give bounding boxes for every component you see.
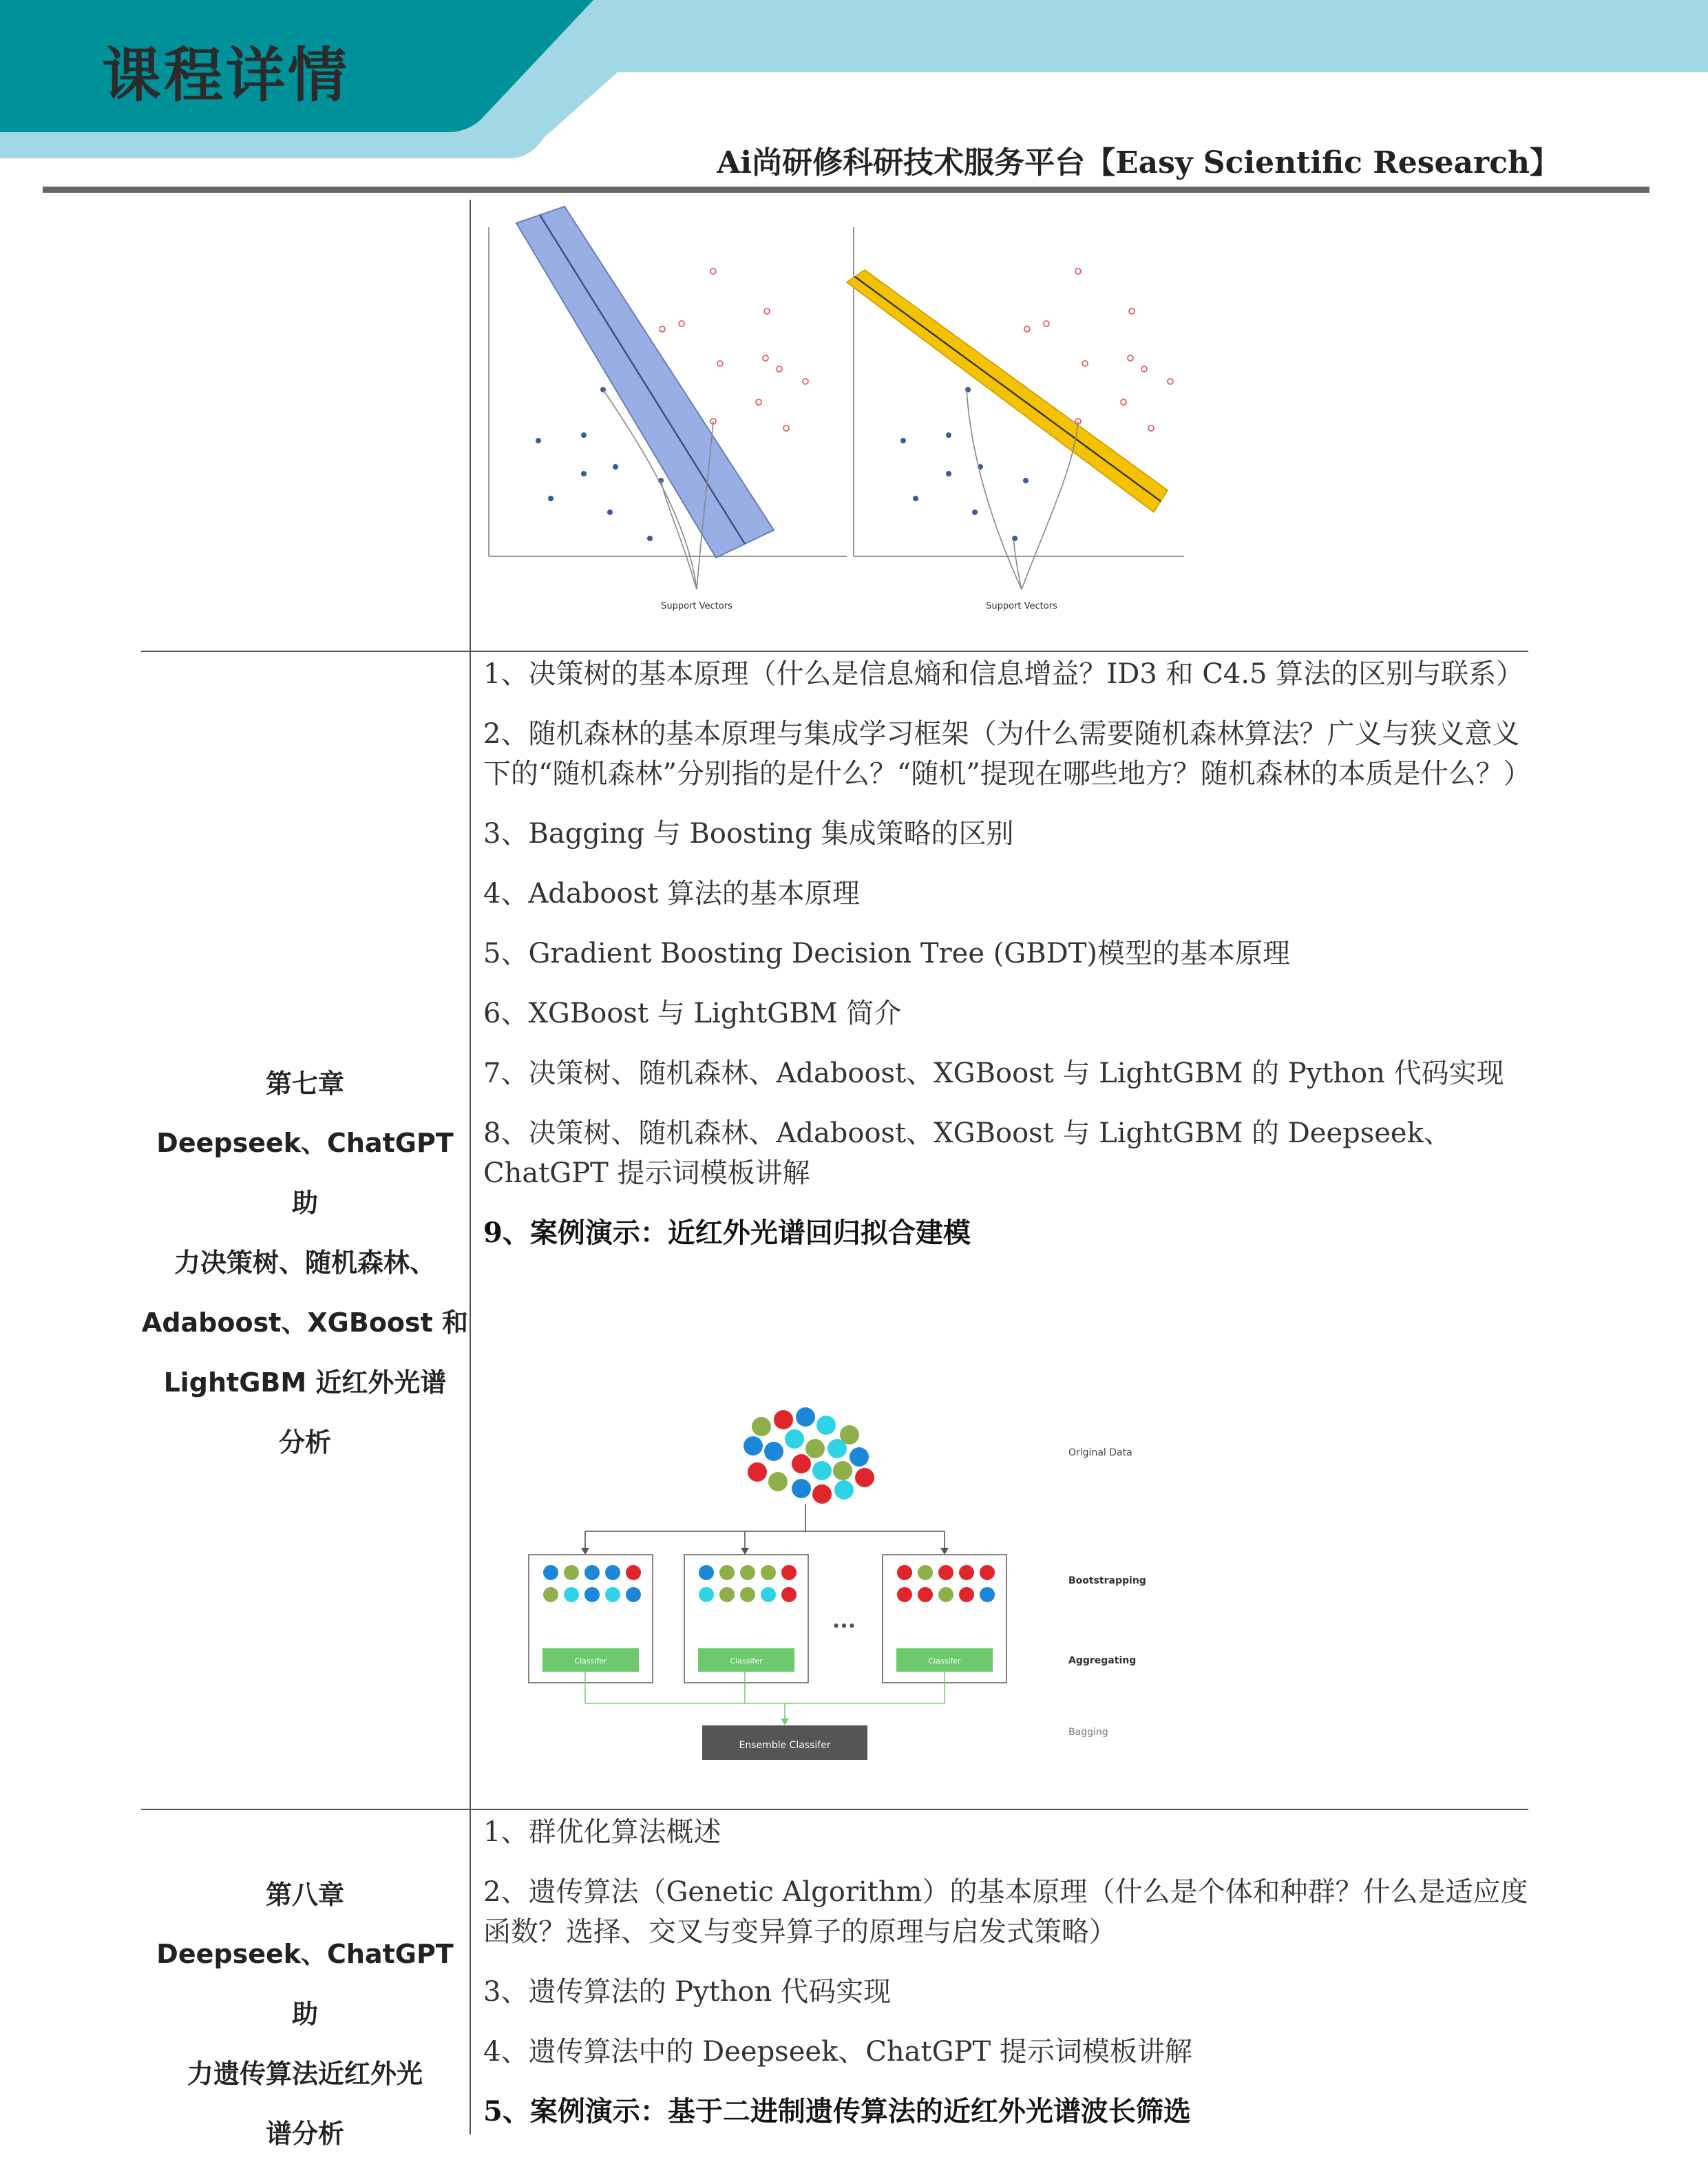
- bootstrap-sample-box: [684, 1555, 808, 1683]
- class-b-point: [1044, 321, 1049, 326]
- sample-point: [719, 1565, 735, 1580]
- sample-point: [761, 1565, 776, 1580]
- class-a-point: [913, 496, 918, 501]
- chapter7-topic-item: 4、Adaboost 算法的基本原理: [483, 878, 860, 910]
- hyperplane: [855, 277, 1161, 501]
- sample-point: [959, 1587, 974, 1602]
- sample-point: [761, 1587, 776, 1602]
- sample-point: [897, 1587, 912, 1602]
- class-b-point: [1121, 399, 1126, 405]
- original-data-label: Original Data: [1068, 1447, 1132, 1458]
- chapter8-heading: 第八章: [265, 1879, 344, 1910]
- sample-point: [543, 1587, 558, 1602]
- class-b-point: [1141, 366, 1147, 372]
- class-b-point: [1148, 426, 1154, 431]
- data-point: [796, 1407, 815, 1427]
- sample-point: [980, 1587, 995, 1602]
- classifier-label: Classifer: [730, 1657, 763, 1666]
- chapter7-topic-list: [483, 654, 1530, 1273]
- chapter7-topic-item: 5、Gradient Boosting Decision Tree (GBDT)模型的基本原理: [483, 938, 1291, 969]
- sample-point: [897, 1565, 912, 1580]
- sample-point: [918, 1587, 933, 1602]
- table-row-divider: [141, 651, 1528, 652]
- chapter7-heading: 第七章: [265, 1068, 344, 1099]
- class-b-point: [803, 379, 808, 384]
- page-title: 课程详情: [102, 41, 350, 110]
- class-a-point: [613, 464, 618, 470]
- chapter7-topic-item: 1、决策树的基本原理（什么是信息熵和信息增益？ID3 和 C4.5 算法的区别与联系）: [483, 658, 1524, 690]
- data-point: [816, 1416, 836, 1435]
- class-b-point: [1082, 361, 1088, 366]
- sample-point: [938, 1587, 953, 1602]
- table-row-divider: [141, 1809, 1528, 1810]
- class-b-point: [679, 321, 684, 326]
- class-a-point: [548, 496, 553, 501]
- chapter8-topic-item: 4、遗传算法中的 Deepseek、ChatGPT 提示词模板讲解: [483, 2036, 1192, 2068]
- chapter8-title-cell: [141, 1864, 469, 2164]
- data-point: [850, 1447, 869, 1467]
- class-b-point: [764, 308, 770, 314]
- data-point: [827, 1439, 847, 1458]
- class-b-point: [717, 361, 723, 366]
- data-point: [764, 1442, 783, 1461]
- chapter8-topic-item: 3、遗传算法的 Python 代码实现: [483, 1976, 892, 2008]
- class-a-point: [946, 471, 951, 476]
- data-point: [785, 1429, 804, 1449]
- class-b-point: [1128, 355, 1133, 361]
- aggregating-label: Aggregating: [1068, 1655, 1137, 1666]
- ellipsis: •••: [832, 1619, 856, 1634]
- sample-point: [543, 1565, 558, 1580]
- sample-point: [584, 1587, 600, 1602]
- ensemble-classifier-label: Ensemble Classifer: [739, 1740, 831, 1751]
- bootstrapping-label: Bootstrapping: [1068, 1575, 1146, 1586]
- class-b-point: [783, 426, 789, 431]
- chapter8-topic-list: [483, 1812, 1530, 2152]
- sample-point: [584, 1565, 600, 1580]
- data-point: [752, 1417, 771, 1436]
- class-a-point: [607, 510, 613, 515]
- sample-point: [605, 1587, 620, 1602]
- sample-point: [740, 1587, 755, 1602]
- table-column-divider: [470, 200, 471, 2134]
- arrow-head: [581, 1548, 589, 1555]
- sample-point: [719, 1587, 735, 1602]
- class-b-point: [756, 399, 761, 405]
- svm-figure: [475, 200, 1205, 627]
- class-a-point: [647, 536, 653, 541]
- chapter7-title-line: LightGBM 近红外光谱: [163, 1367, 447, 1398]
- class-a-point: [1023, 478, 1029, 483]
- sample-point: [938, 1565, 953, 1580]
- class-a-point: [965, 387, 971, 392]
- chapter7-topic-item: 9、案例演示：近红外光谱回归拟合建模: [483, 1217, 971, 1249]
- chapter7-topic-item: 6、XGBoost 与 LightGBM 简介: [483, 998, 902, 1029]
- sample-point: [605, 1565, 620, 1580]
- chapter7-topic-item: 2、随机森林的基本原理与集成学习框架（为什么需要随机森林算法？广义与狭义意义下的“随机森林”分别指的是什么？“随机”提现在哪些地方？随机森林的本质是什么？）: [483, 718, 1531, 790]
- sample-point: [918, 1565, 933, 1580]
- hyperplane: [540, 215, 745, 544]
- bagging-figure: [509, 1398, 1212, 1776]
- sample-point: [781, 1565, 797, 1580]
- chapter7-title-line: 分析: [278, 1427, 331, 1458]
- sample-point: [626, 1587, 641, 1602]
- data-point: [855, 1468, 874, 1487]
- sample-point: [564, 1587, 579, 1602]
- data-point: [774, 1410, 793, 1429]
- chapter7-topic-item: 8、决策树、随机森林、Adaboost、XGBoost 与 LightGBM 的 Deepseek、ChatGPT 提示词模板讲解: [483, 1117, 1451, 1189]
- bootstrap-sample-box: [529, 1555, 653, 1683]
- class-a-point: [581, 432, 587, 438]
- chapter7-topic-item: 7、决策树、随机森林、Adaboost、XGBoost 与 LightGBM 的 Python 代码实现: [483, 1058, 1504, 1089]
- data-point: [744, 1436, 763, 1456]
- bagging-label: Bagging: [1068, 1727, 1108, 1738]
- data-point: [834, 1480, 854, 1500]
- chapter8-topic-item: 5、案例演示：基于二进制遗传算法的近红外光谱波长筛选: [483, 2095, 1191, 2128]
- data-point: [833, 1461, 852, 1480]
- class-a-point: [946, 432, 951, 438]
- chapter8-title-line: 力遗传算法近红外光: [187, 2059, 423, 2089]
- svm-right-panel: [847, 227, 1184, 611]
- sample-point: [959, 1565, 974, 1580]
- class-a-point: [581, 471, 587, 476]
- margin-band: [516, 207, 774, 558]
- sample-point: [699, 1565, 714, 1580]
- data-point: [792, 1479, 811, 1498]
- class-b-point: [777, 366, 782, 372]
- chapter7-topic-item: 3、Bagging 与 Boosting 集成策略的区别: [483, 818, 1014, 850]
- class-b-point: [1024, 326, 1030, 332]
- support-vectors-label: Support Vectors: [986, 601, 1057, 611]
- chapter7-title-line: Deepseek、ChatGPT 助: [156, 1128, 454, 1218]
- chapter7-title-line: 力决策树、随机森林、: [173, 1248, 436, 1278]
- original-data-cluster: [744, 1407, 874, 1504]
- classifier-label: Classifer: [574, 1657, 607, 1666]
- class-a-point: [972, 510, 978, 515]
- sample-point: [699, 1587, 714, 1602]
- sample-point: [781, 1587, 797, 1602]
- classifier-label: Classifer: [928, 1657, 961, 1666]
- svm-left-panel: [489, 207, 847, 611]
- bootstrap-arrows: [585, 1504, 945, 1551]
- data-point: [768, 1472, 788, 1491]
- sample-point: [980, 1565, 995, 1580]
- sample-point: [626, 1565, 641, 1580]
- data-point: [812, 1484, 832, 1504]
- platform-subtitle: Ai尚研修科研技术服务平台【Easy Scientific Research】: [717, 145, 1560, 180]
- chapter8-topic-item: 1、群优化算法概述: [483, 1816, 721, 1848]
- header-rule: [43, 187, 1649, 193]
- chapter8-title-line: 谱分析: [265, 2119, 344, 2149]
- sample-point: [564, 1565, 579, 1580]
- sample-point: [740, 1565, 755, 1580]
- chapter7-title-cell: [141, 1053, 469, 1473]
- data-point: [812, 1461, 832, 1480]
- chapter7-title-line: Adaboost、XGBoost 和: [141, 1307, 469, 1338]
- data-point: [792, 1454, 811, 1473]
- class-b-point: [660, 326, 665, 332]
- data-point: [805, 1439, 825, 1458]
- class-b-point: [1075, 269, 1081, 274]
- data-point: [748, 1462, 767, 1482]
- class-a-point: [536, 438, 541, 443]
- chapter8-topic-item: 2、遗传算法（Genetic Algorithm）的基本原理（什么是个体和种群？什么是适应度函数？选择、交叉与变异算子的原理与启发式策略）: [483, 1876, 1528, 1948]
- arrow-head: [781, 1719, 789, 1725]
- class-a-point: [1012, 536, 1018, 541]
- chapter8-title-line: Deepseek、ChatGPT 助: [156, 1939, 454, 2029]
- class-a-point: [900, 438, 906, 443]
- class-b-point: [710, 269, 716, 274]
- support-vectors-label: Support Vectors: [661, 601, 732, 611]
- class-b-point: [1129, 308, 1135, 314]
- bootstrap-sample-box: [883, 1555, 1006, 1683]
- arrow-head: [741, 1548, 749, 1555]
- arrow-head: [940, 1548, 949, 1555]
- class-b-point: [763, 355, 768, 361]
- class-b-point: [1168, 379, 1173, 384]
